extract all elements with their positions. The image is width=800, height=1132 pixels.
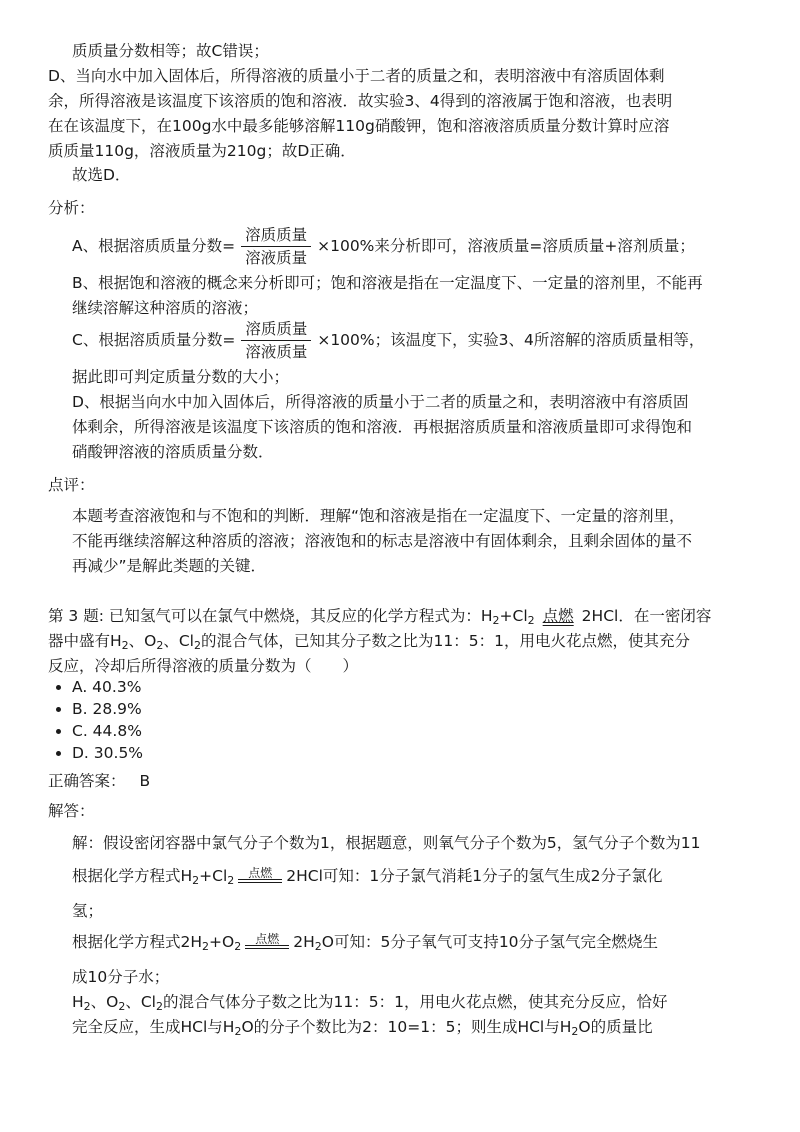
text-line: 氢； (72, 902, 104, 920)
subscript: 2 (492, 614, 500, 627)
subscript: 2 (83, 1000, 91, 1013)
text-span: +Cl (199, 867, 228, 885)
text-span: 2H (293, 933, 315, 951)
text-line: 本题考查溶液饱和与不饱和的判断．理解“饱和溶液是指在一定温度下、一定量的溶剂里， (72, 507, 685, 525)
text-span: 、O (128, 632, 157, 650)
text-span: H (72, 993, 84, 1011)
text-line: 体剩余，所得溶液是该温度下该溶质的饱和溶液．再根据溶质质量和溶液质量即可求得饱和 (72, 418, 693, 436)
text-span: O可知：5分子氧气可支持10分子氢气完全燃烧生 (321, 933, 659, 951)
question-line: 反应，冷却后所得溶液的质量分数为（ ） (48, 657, 359, 675)
text-span: 根据化学方程式2H (72, 933, 203, 951)
correct-answer (48, 770, 150, 792)
fraction-numerator: 溶质质量 (241, 320, 311, 341)
double-bar (245, 948, 289, 949)
subscript: 2 (571, 1025, 579, 1038)
reaction-condition (245, 933, 289, 949)
fraction-denominator: 溶液质量 (245, 249, 308, 267)
text-line: 不能再继续溶解这种溶质的溶液；溶液饱和的标志是溶液中有固体剩余，且剩余固体的量不 (72, 532, 693, 550)
subscript: 2 (121, 639, 129, 652)
text-line: 硝酸钾溶液的溶质质量分数． (72, 443, 274, 461)
text-span: 的混合气体分子数之比为11：5：1，用电火花点燃，使其充分反应，恰好 (163, 993, 668, 1011)
text-line: 成10分子水； (72, 968, 170, 986)
condition-text: 点燃 (255, 932, 280, 946)
text-span: 根据化学方程式H (72, 867, 193, 885)
subscript: 2 (234, 940, 242, 953)
option-a: • A. 40.3% (72, 676, 143, 698)
text-span: 2HCl可知：1分子氯气消耗1分子的氢气生成2分子氯化 (286, 867, 663, 885)
subscript: 2 (156, 1000, 163, 1013)
text-line: 质质量110g，溶液质量为210g；故D正确． (48, 142, 356, 160)
text-line: 质质量分数相等；故C错误； (72, 42, 269, 60)
subscript: 2 (118, 1000, 126, 1013)
text-span: 的混合气体，已知其分子数之比为11：5：1，用电火花点燃，使其充分 (201, 632, 690, 650)
text-span: +Cl (499, 607, 528, 625)
text-line: D、当向水中加入固体后，所得溶液的质量小于二者的质量之和，表明溶液中有溶质固体剩 (48, 67, 665, 85)
fraction (241, 226, 311, 267)
text-line: D、根据当向水中加入固体后，所得溶液的质量小于二者的质量之和，表明溶液中有溶质固 (72, 393, 689, 411)
text-line (72, 991, 667, 1018)
text-span: ×100%；该温度下，实验3、4所溶解的溶质质量相等， (317, 331, 705, 349)
text-span: 、Cl (163, 632, 194, 650)
text-line: 继续溶解这种溶质的溶液； (72, 299, 259, 317)
analysis-label: 分析： (48, 199, 95, 217)
text-line: 解：假设密闭容器中氯气分子个数为1，根据题意，则氧气分子个数为5，氢气分子个数为11 (72, 834, 701, 852)
reaction-condition (238, 867, 282, 883)
question-line (48, 630, 690, 657)
equation-line (72, 856, 663, 901)
text-span: 第 3 题: 已知氢气可以在氯气中燃烧，其反应的化学方程式为：H (48, 607, 493, 625)
option-d: • D. 30.5% (72, 742, 143, 764)
text-span: 完全反应，生成HCl与H (72, 1018, 235, 1036)
text-span: 、O (90, 993, 119, 1011)
text-span: 器中盛有H (48, 632, 122, 650)
subscript: 2 (192, 874, 200, 887)
reaction-condition: 点燃 (542, 607, 574, 625)
text-span: +O (209, 933, 235, 951)
option-b: • B. 28.9% (72, 698, 143, 720)
text-line: 据此即可判定质量分数的大小； (72, 368, 290, 386)
text-span: 2HCl．在一密闭容 (581, 607, 712, 625)
subscript: 2 (194, 639, 201, 652)
analysis-item-a (72, 224, 695, 268)
equation-line (72, 922, 658, 967)
text-span: A、根据溶质质量分数= (72, 237, 236, 255)
answer-options (48, 676, 143, 764)
condition-text: 点燃 (248, 866, 273, 880)
fraction (241, 320, 311, 361)
text-span: C、根据溶质质量分数= (72, 331, 236, 349)
solution-label: 解答： (48, 802, 95, 820)
subscript: 2 (227, 874, 235, 887)
text-span: O的分子个数比为2：10=1：5；则生成HCl与H (241, 1018, 572, 1036)
subscript: 2 (314, 940, 322, 953)
text-span: 、Cl (125, 993, 156, 1011)
analysis-item-c (72, 318, 704, 362)
answer-value: B (139, 772, 151, 790)
comment-label: 点评： (48, 476, 95, 494)
subscript: 2 (202, 940, 210, 953)
question-line (48, 605, 711, 632)
text-span: O的质量比 (578, 1018, 653, 1036)
text-line: 余，所得溶液是该温度下该溶质的饱和溶液．故实验3、4得到的溶液属于饱和溶液，也表明 (48, 92, 673, 110)
double-bar (238, 882, 282, 883)
fraction-denominator: 溶液质量 (245, 343, 308, 361)
subscript: 2 (527, 614, 535, 627)
fraction-numerator: 溶质质量 (241, 226, 311, 247)
answer-label: 正确答案： (48, 772, 126, 790)
text-line: B、根据饱和溶液的概念来分析即可；饱和溶液是指在一定温度下、一定量的溶剂里，不能再 (72, 274, 703, 292)
option-c: • C. 44.8% (72, 720, 143, 742)
text-line: 在在该温度下，在100g水中最多能够溶解110g硝酸钾，饱和溶液溶质质量分数计算时应溶 (48, 117, 670, 135)
text-line: 再减少”是解此类题的关键． (72, 557, 267, 575)
text-line (72, 1016, 653, 1043)
text-span: ×100%来分析即可，溶液质量=溶质质量+溶剂质量； (317, 237, 695, 255)
subscript: 2 (234, 1025, 242, 1038)
text-line: 故选D． (72, 166, 131, 184)
subscript: 2 (156, 639, 164, 652)
